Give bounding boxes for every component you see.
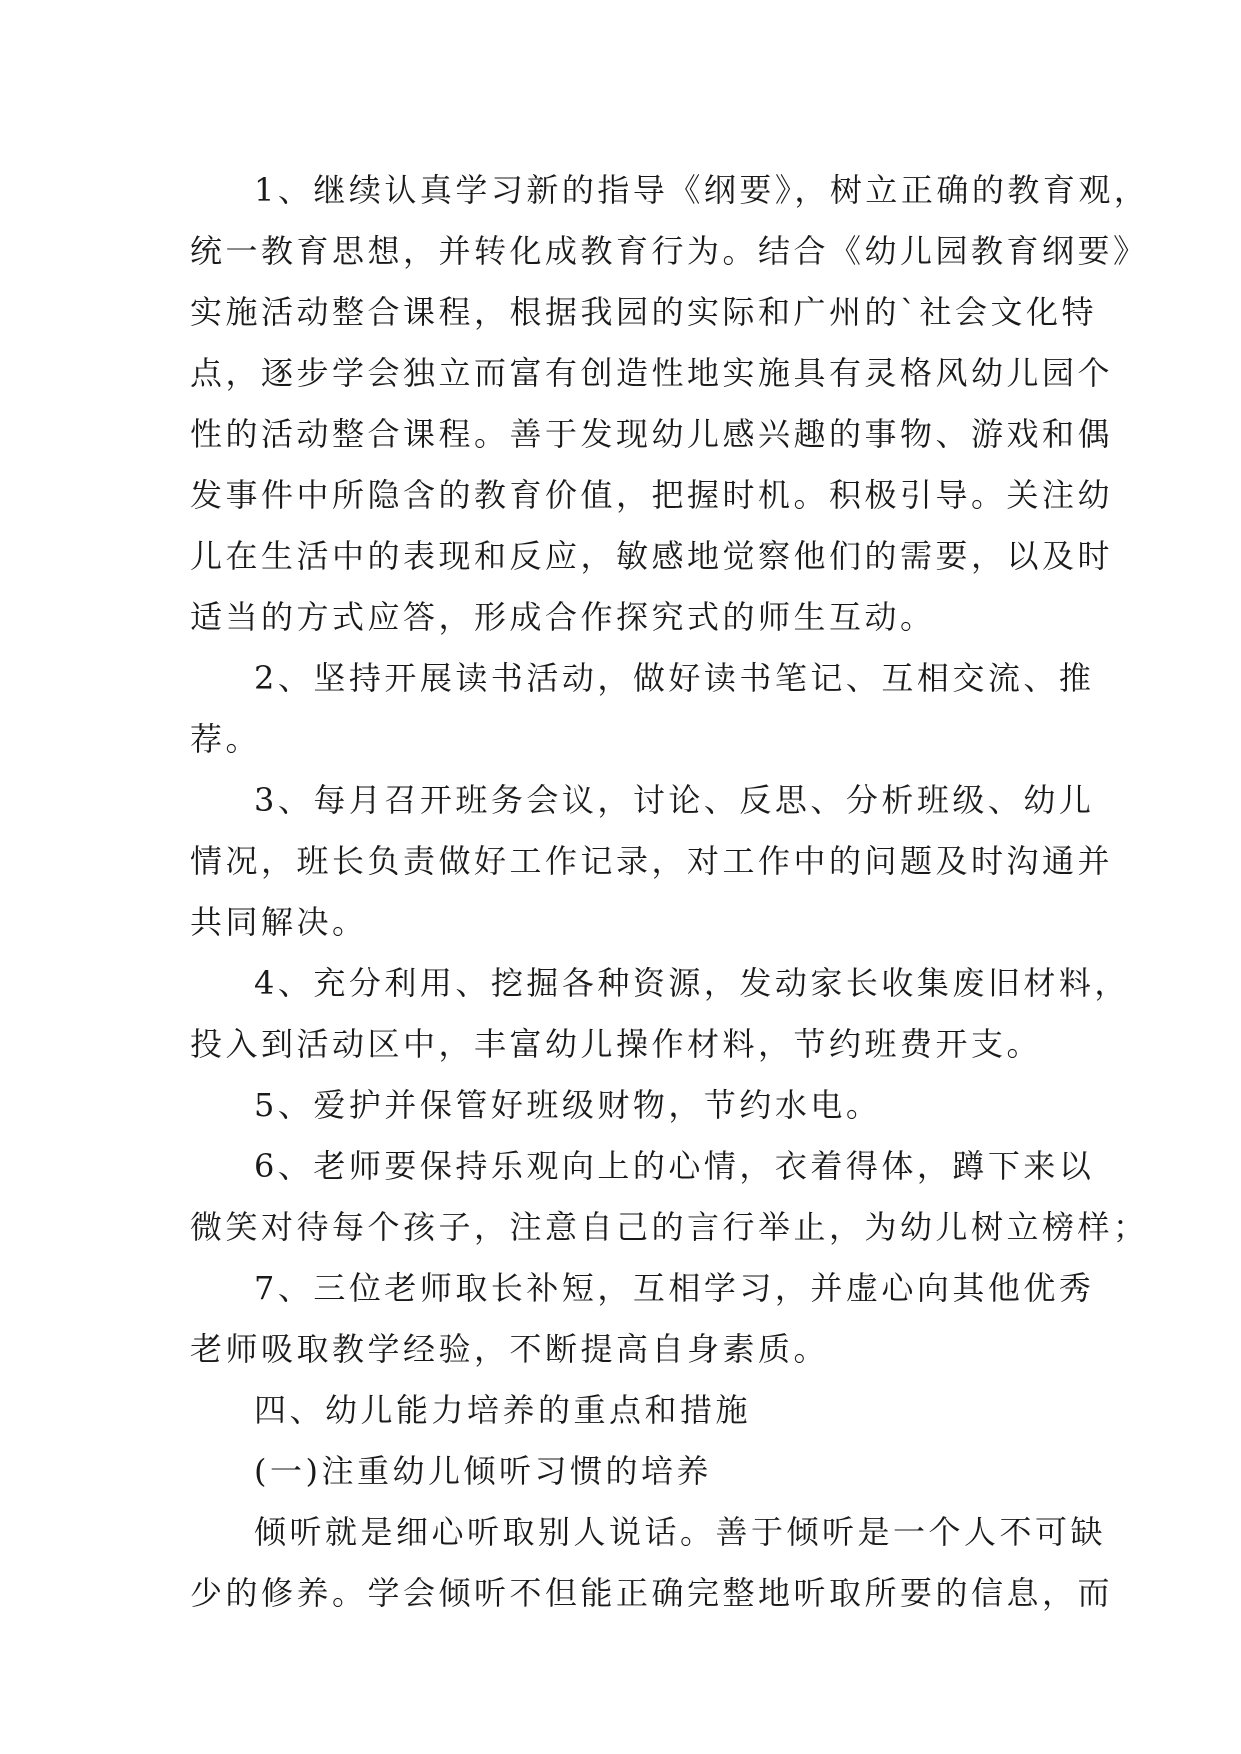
text-line: 投入到活动区中，丰富幼儿操作材料，节约班费开支。 [190, 1025, 1043, 1063]
text-line: 微笑对待每个孩子，注意自己的言行举止，为幼儿树立榜样； [190, 1208, 1149, 1246]
text-line: 6、老师要保持乐观向上的心情，衣着得体，蹲下来以 [254, 1147, 1095, 1185]
text-line: 少的修养。学会倾听不但能正确完整地听取所要的信息，而 [190, 1574, 1114, 1612]
text-line: 实施活动整合课程，根据我园的实际和广州的`社会文化特 [190, 293, 1098, 331]
text-line: 5、爱护并保管好班级财物，节约水电。 [254, 1086, 882, 1124]
text-line: 3、每月召开班务会议，讨论、反思、分析班级、幼儿 [254, 781, 1095, 819]
text-line: 四、幼儿能力培养的重点和措施 [254, 1391, 752, 1429]
document-body [190, 160, 1150, 1624]
text-line: 情况，班长负责做好工作记录，对工作中的问题及时沟通并 [190, 842, 1114, 880]
text-line: 共同解决。 [190, 903, 368, 941]
text-line: 倾听就是细心听取别人说话。善于倾听是一个人不可缺 [254, 1513, 1107, 1551]
text-line: (一)注重幼儿倾听习惯的培养 [254, 1452, 712, 1490]
text-line: 老师吸取教学经验，不断提高自身素质。 [190, 1330, 830, 1368]
text-line: 荐。 [190, 720, 262, 758]
text-line: 7、三位老师取长补短，互相学习，并虚心向其他优秀 [254, 1269, 1095, 1307]
text-line: 4、充分利用、挖掘各种资源，发动家长收集废旧材料， [254, 964, 1130, 1002]
text-line: 儿在生活中的表现和反应，敏感地觉察他们的需要，以及时 [190, 537, 1114, 575]
text-line: 统一教育思想，并转化成教育行为。结合《幼儿园教育纲要》 [190, 232, 1149, 270]
text-line: 性的活动整合课程。善于发现幼儿感兴趣的事物、游戏和偶 [190, 415, 1114, 453]
text-line: 适当的方式应答，形成合作探究式的师生互动。 [190, 598, 936, 636]
text-line: 点，逐步学会独立而富有创造性地实施具有灵格风幼儿园个 [190, 354, 1114, 392]
text-line: 2、坚持开展读书活动，做好读书笔记、互相交流、推 [254, 659, 1095, 697]
text-line: 发事件中所隐含的教育价值，把握时机。积极引导。关注幼 [190, 476, 1114, 514]
text-line: 1、继续认真学习新的指导《纲要》，树立正确的教育观， [254, 171, 1150, 209]
